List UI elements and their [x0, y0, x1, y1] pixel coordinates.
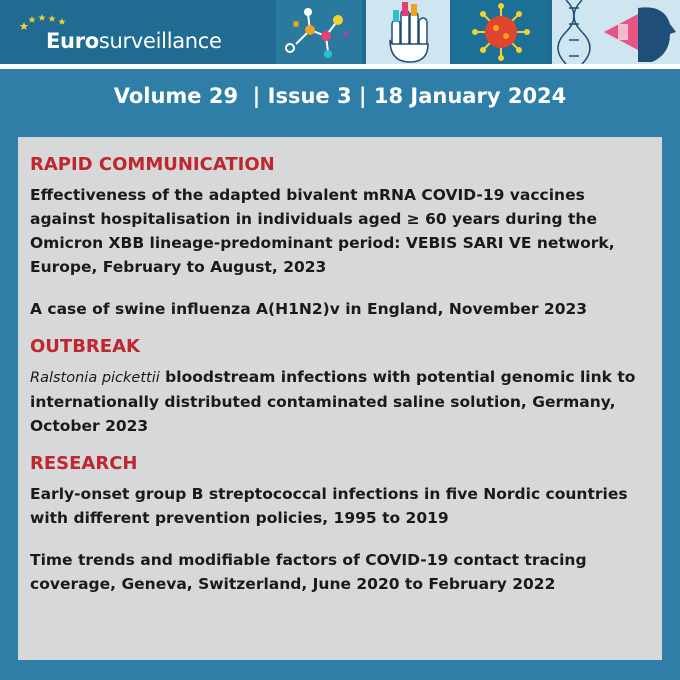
article-link[interactable]: Early-onset group B streptococcal infections in five Nordic countries with different prevention policies, 1995 to 2019: [30, 485, 628, 527]
issue-line: Volume 29 | Issue 3 | 18 January 2024: [113, 84, 567, 108]
contents-panel: [18, 137, 662, 660]
network-molecule-icon: [276, 0, 362, 64]
brand-name: Eurosurveillance: [46, 29, 222, 53]
section-heading-rapid-communication: RAPID COMMUNICATION: [30, 154, 275, 175]
header-divider: [0, 64, 680, 69]
section-heading-research: RESEARCH: [30, 453, 138, 474]
article-link[interactable]: Effectiveness of the adapted bivalent mRNA COVID-19 vaccines against hospitalisation in individuals aged ≥ 60 years during the Omicron XBB lineage-predominant period: VEBIS SARI VE network, Europe, February to August, 2023: [30, 186, 615, 276]
virus-icon: [454, 0, 548, 64]
article-link[interactable]: A case of swine influenza A(H1N2)v in England, November 2023: [30, 300, 588, 318]
section-heading-outbreak: OUTBREAK: [30, 336, 140, 357]
species-name: Ralstonia pickettii: [30, 370, 160, 386]
article-link[interactable]: Time trends and modifiable factors of COVID-19 contact tracing coverage, Geneva, Switzerland, June 2020 to February 2022: [30, 551, 587, 593]
article-link[interactable]: Ralstonia pickettii bloodstream infections with potential genomic link to internationally distributed contaminated saline solution, Germany, October 2023: [30, 368, 636, 435]
dna-head-icon: [552, 0, 680, 64]
hand-icon: [366, 0, 450, 64]
header-banner: [0, 0, 680, 64]
